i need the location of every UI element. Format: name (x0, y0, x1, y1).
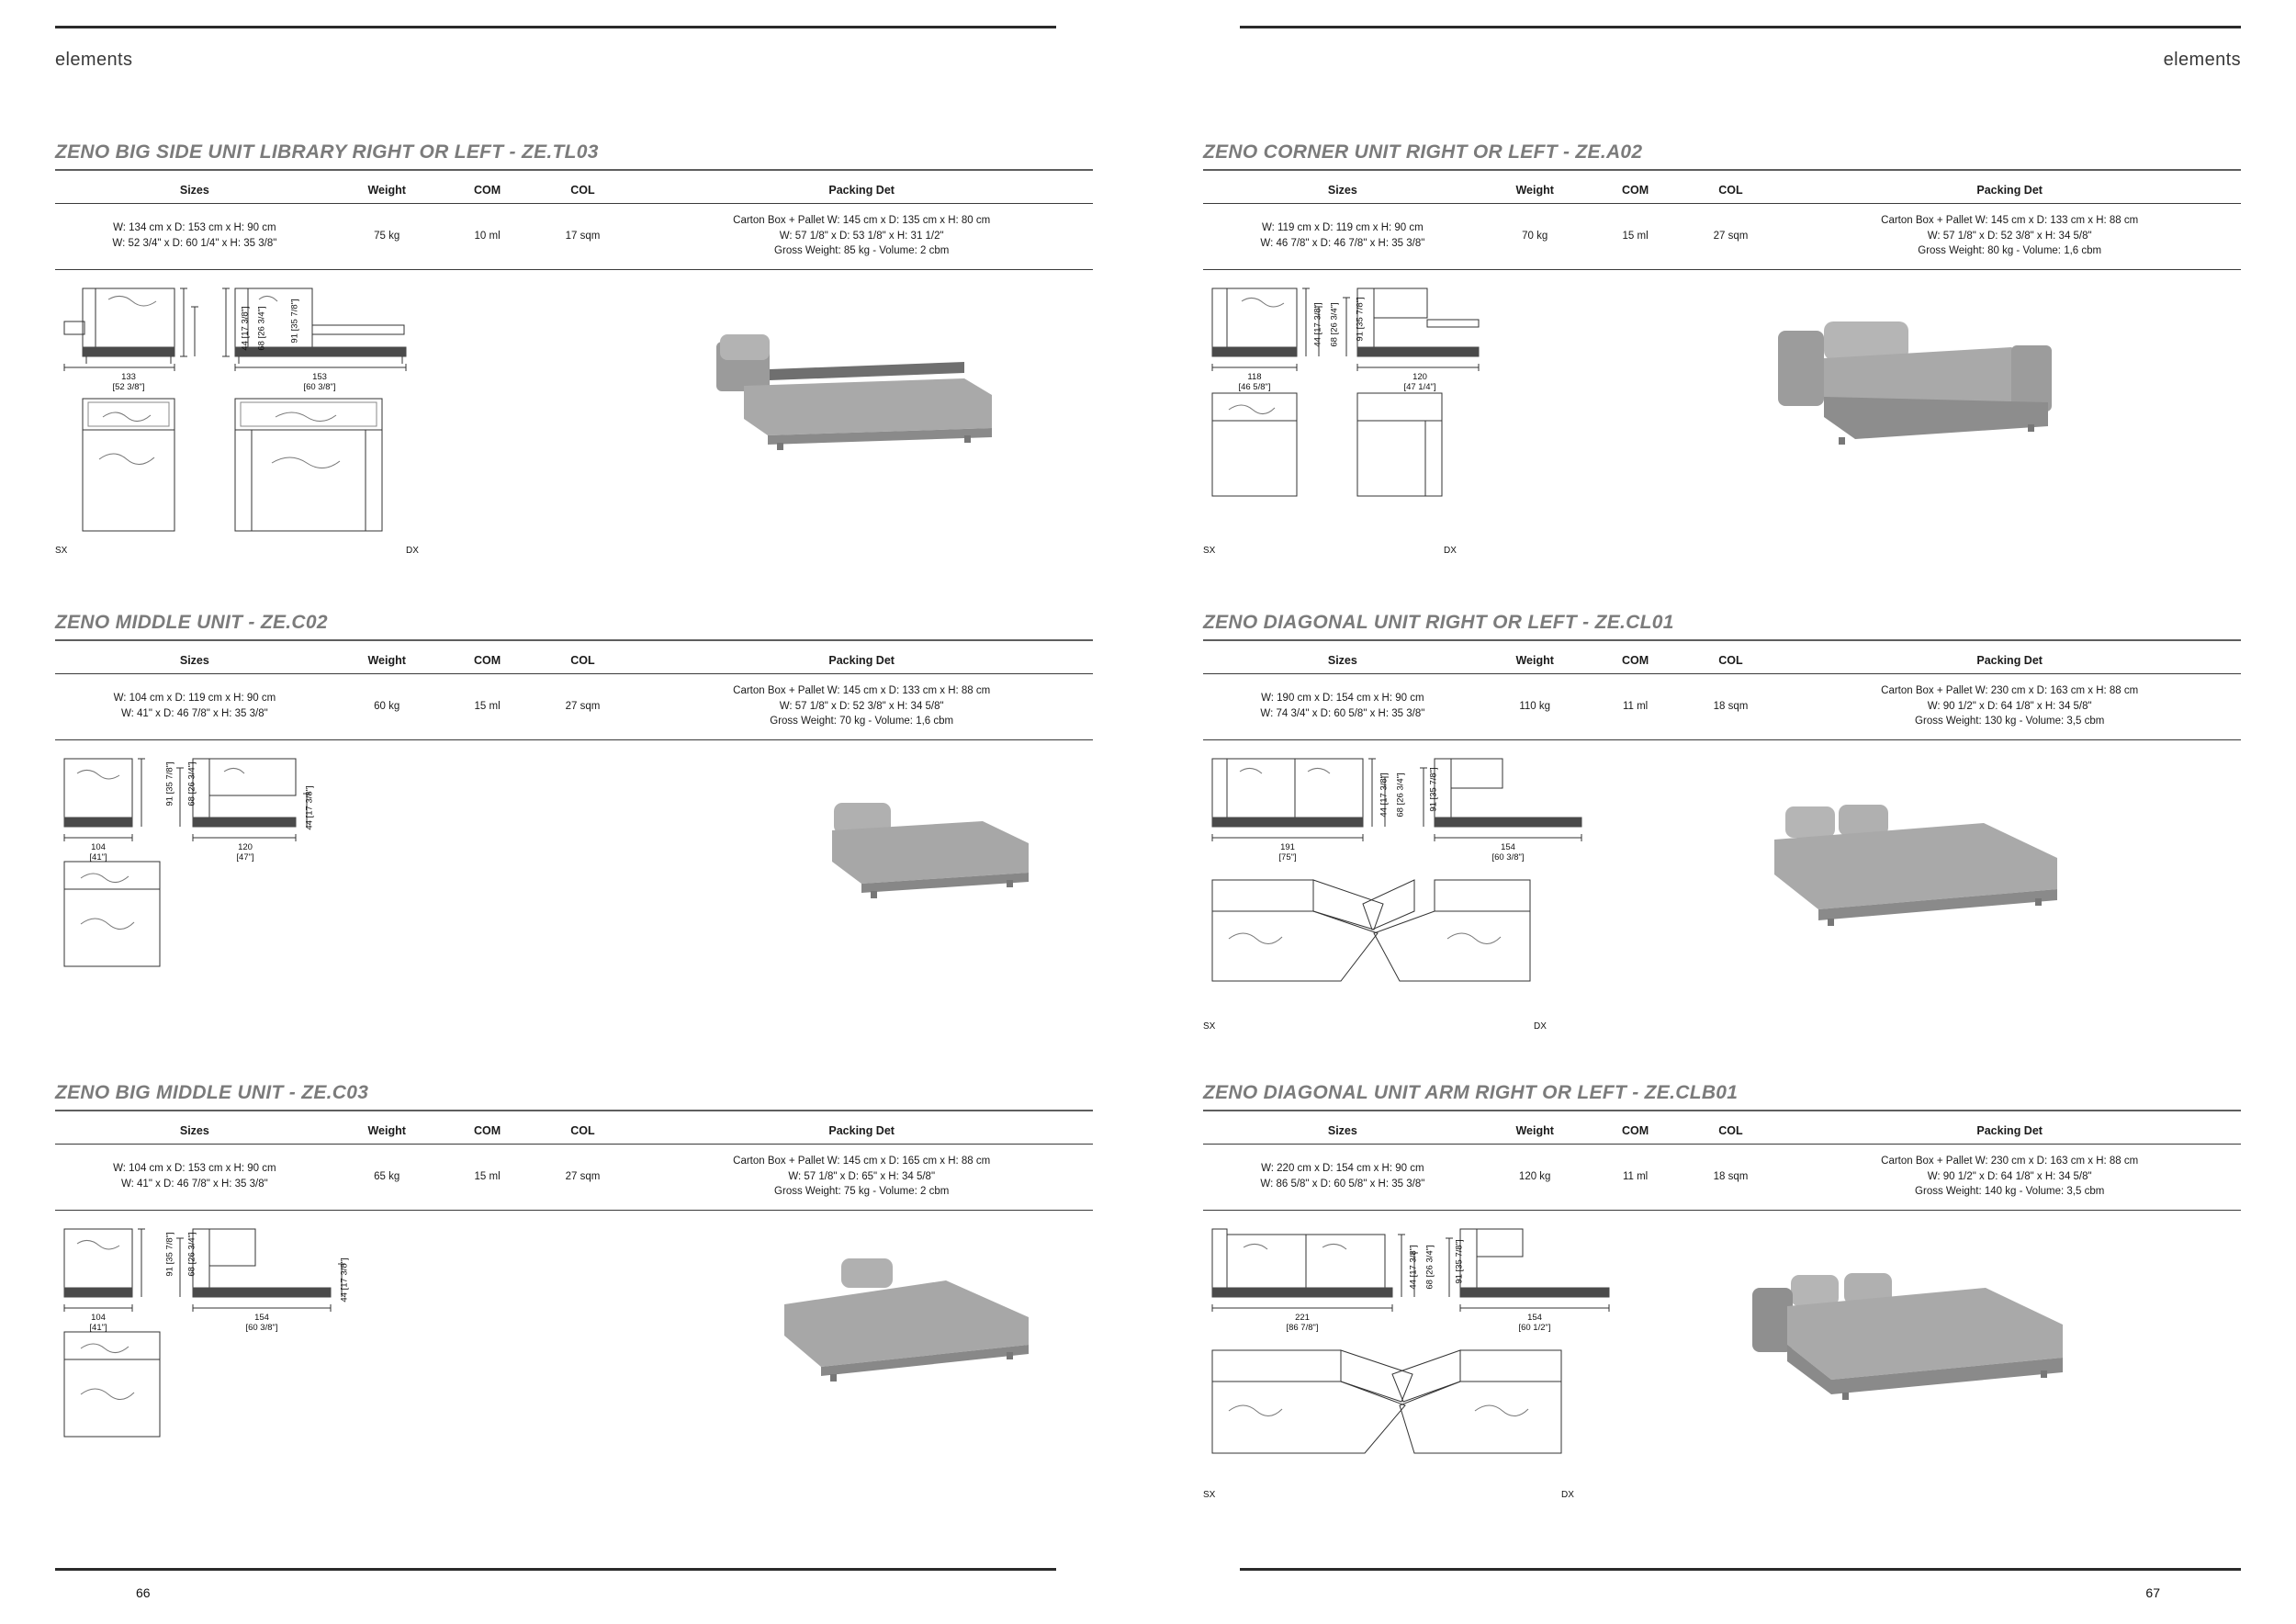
dim-value-metric: 44 (1379, 807, 1390, 818)
cell-col: 18 sqm (1683, 1145, 1779, 1211)
spec-table (1203, 648, 2241, 740)
dim-value-metric: 104 (91, 1313, 106, 1324)
footer-rule (1240, 1568, 2241, 1571)
packing-line-1: Carton Box + Pallet W: 145 cm x D: 133 cm x H: 88 cm (1881, 215, 2139, 226)
packing-line-1: Carton Box + Pallet W: 230 cm x D: 163 cm x H: 88 cm (1881, 685, 2139, 697)
packing-line-3: Gross Weight: 75 kg - Volume: 2 cbm (774, 1186, 950, 1198)
label-dx: DX (1534, 1021, 1547, 1032)
dim-value-imperial: [26 3/4"] (186, 1232, 197, 1265)
sizes-imperial: W: 41" x D: 46 7/8" x H: 35 3/8" (121, 1179, 268, 1190)
packing-line-2: W: 90 1/2" x D: 64 1/8" x H: 34 5/8" (1927, 1170, 2092, 1182)
table-header-row (55, 178, 1093, 204)
section-ze-cl01 (1203, 612, 2241, 1062)
dim-value-imperial: [41"] (89, 1322, 107, 1333)
dim-front-width (1212, 843, 1363, 863)
dim-arm-height (188, 756, 198, 811)
table-header-row (1203, 648, 2241, 674)
table-row (55, 204, 1093, 270)
sizes-metric: W: 104 cm x D: 119 cm x H: 90 cm (113, 693, 276, 705)
brand-logo: elements (2163, 50, 2241, 70)
sizes-imperial: W: 86 5/8" x D: 60 5/8" x H: 35 3/8" (1260, 1179, 1425, 1190)
section-ze-clb01 (1203, 1082, 2241, 1514)
header-sizes: Sizes (55, 178, 334, 204)
drawing-area-ze-clb01 (1203, 1211, 2241, 1514)
cell-packing (630, 674, 1093, 740)
dim-side-depth (191, 843, 299, 863)
dim-value-metric: 221 (1295, 1313, 1310, 1324)
dim-seat-height (1380, 767, 1390, 822)
brand-logo: elements (55, 50, 133, 70)
cell-packing (630, 1145, 1093, 1211)
dim-value-imperial: [47"] (236, 851, 254, 863)
cell-weight: 60 kg (334, 674, 440, 740)
sizes-metric: W: 190 cm x D: 154 cm x H: 90 cm (1261, 693, 1424, 705)
cell-sizes (55, 204, 334, 270)
dim-value-imperial: [26 3/4"] (1329, 302, 1340, 335)
dim-value-metric: 91 (1355, 332, 1366, 342)
header-col: COL (535, 1119, 631, 1145)
header-com: COM (1588, 648, 1683, 674)
cell-com: 15 ml (1588, 204, 1683, 270)
dim-value-metric: 68 (1424, 1280, 1435, 1290)
dim-back-height (1430, 761, 1440, 817)
header-com: COM (440, 1119, 535, 1145)
cell-col: 17 sqm (535, 204, 631, 270)
section-ze-c03 (55, 1082, 1093, 1505)
dim-back-height (291, 293, 301, 348)
spec-table (55, 1119, 1093, 1211)
dim-front-width (62, 1314, 134, 1334)
label-sx: SX (1203, 1021, 1216, 1032)
dim-value-imperial: [17 3/8"] (1312, 302, 1323, 335)
cell-com: 11 ml (1588, 674, 1683, 740)
dim-value-imperial: [60 3/8"] (245, 1322, 278, 1333)
dim-arm-height (258, 300, 268, 355)
section-title: ZENO BIG MIDDLE UNIT - ZE.C03 (55, 1082, 1093, 1111)
packing-line-3: Gross Weight: 70 kg - Volume: 1,6 cbm (770, 716, 954, 727)
technical-drawing-ze-tl03 (55, 279, 487, 582)
packing-line-2: W: 90 1/2" x D: 64 1/8" x H: 34 5/8" (1927, 700, 2092, 712)
dim-value-imperial: [26 3/4"] (1424, 1245, 1435, 1278)
dim-value-metric: 44 (1312, 337, 1323, 347)
label-sx: SX (55, 546, 68, 557)
dim-front-width (1210, 373, 1299, 393)
cell-packing (1778, 1145, 2241, 1211)
spec-table (55, 178, 1093, 270)
dim-value-imperial: [17 3/8"] (304, 785, 315, 818)
dim-side-depth (272, 373, 367, 393)
sizes-imperial: W: 41" x D: 46 7/8" x H: 35 3/8" (121, 708, 268, 720)
cell-weight: 120 kg (1482, 1145, 1588, 1211)
table-row (1203, 674, 2241, 740)
cell-col: 27 sqm (535, 1145, 631, 1211)
cell-col: 27 sqm (535, 674, 631, 740)
dim-side-depth (1435, 843, 1581, 863)
section-title: ZENO MIDDLE UNIT - ZE.C02 (55, 612, 1093, 641)
sizes-metric: W: 119 cm x D: 119 cm x H: 90 cm (1261, 222, 1424, 234)
dim-value-imperial: [17 3/8"] (1408, 1245, 1419, 1278)
packing-line-1: Carton Box + Pallet W: 145 cm x D: 133 cm x H: 88 cm (733, 685, 991, 697)
dim-value-metric: 120 (1412, 372, 1427, 383)
table-row (1203, 1145, 2241, 1211)
header-weight: Weight (1482, 648, 1588, 674)
packing-line-2: W: 57 1/8" x D: 52 3/8" x H: 34 5/8" (1927, 230, 2092, 242)
header-col: COL (535, 178, 631, 204)
dim-arm-height (188, 1227, 198, 1282)
technical-drawing-ze-c03 (55, 1220, 487, 1495)
dim-value-imperial: [26 3/4"] (1395, 773, 1406, 806)
product-photo-ze-cl01 (1754, 786, 2122, 961)
dim-value-metric: 91 (164, 1267, 175, 1277)
dim-value-metric: 133 (121, 372, 136, 383)
dim-value-metric: 153 (312, 372, 327, 383)
header-weight: Weight (334, 648, 440, 674)
packing-line-3: Gross Weight: 85 kg - Volume: 2 cbm (774, 245, 950, 257)
section-ze-c02 (55, 612, 1093, 1062)
dim-back-height (166, 756, 176, 811)
dim-value-imperial: [86 7/8"] (1286, 1322, 1319, 1333)
dim-seat-height (341, 1253, 351, 1308)
dim-seat-height (1314, 297, 1324, 352)
dim-side-depth (1361, 373, 1479, 393)
cell-packing (630, 204, 1093, 270)
dim-value-imperial: [26 3/4"] (256, 306, 267, 339)
page-header-left (55, 0, 1093, 83)
dim-arm-height (1426, 1240, 1436, 1295)
section-ze-a02 (1203, 141, 2241, 592)
table-row (55, 1145, 1093, 1211)
technical-drawing-ze-cl01 (1203, 750, 1681, 1053)
dim-value-metric: 68 (256, 341, 267, 351)
dim-value-imperial: [52 3/8"] (112, 381, 145, 392)
header-col: COL (1683, 1119, 1779, 1145)
dim-value-imperial: [35 7/8"] (1428, 767, 1439, 800)
header-col: COL (1683, 648, 1779, 674)
dim-value-imperial: [75"] (1278, 851, 1297, 863)
dim-value-metric: 44 (304, 820, 315, 830)
cell-weight: 75 kg (334, 204, 440, 270)
dim-value-metric: 68 (186, 796, 197, 806)
cell-sizes (1203, 1145, 1482, 1211)
header-weight: Weight (334, 1119, 440, 1145)
dim-value-imperial: [46 5/8"] (1238, 381, 1271, 392)
cell-sizes (55, 674, 334, 740)
dim-value-imperial: [60 3/8"] (303, 381, 336, 392)
cell-weight: 65 kg (334, 1145, 440, 1211)
section-ze-tl03 (55, 141, 1093, 592)
section-title: ZENO DIAGONAL UNIT ARM RIGHT OR LEFT - ZE.CLB01 (1203, 1082, 2241, 1111)
dim-back-height (1356, 291, 1367, 346)
product-photo-ze-tl03 (689, 298, 1038, 481)
cell-com: 15 ml (440, 674, 535, 740)
table-row (55, 674, 1093, 740)
spec-table (55, 648, 1093, 740)
dim-arm-height (1397, 767, 1407, 822)
header-com: COM (440, 178, 535, 204)
dim-value-imperial: [26 3/4"] (186, 761, 197, 795)
header-col: COL (535, 648, 631, 674)
dim-value-imperial: [60 1/2"] (1518, 1322, 1551, 1333)
dim-value-metric: 68 (1329, 337, 1340, 347)
cell-sizes (1203, 204, 1482, 270)
dim-value-metric: 104 (91, 842, 106, 853)
header-weight: Weight (334, 178, 440, 204)
sizes-imperial: W: 74 3/4" x D: 60 5/8" x H: 35 3/8" (1260, 708, 1425, 720)
spec-table (1203, 1119, 2241, 1211)
packing-line-3: Gross Weight: 80 kg - Volume: 1,6 cbm (1918, 245, 2102, 257)
dim-front-width (1212, 1314, 1392, 1334)
dim-value-metric: 120 (238, 842, 253, 853)
table-header-row (55, 1119, 1093, 1145)
label-sx: SX (1203, 1490, 1216, 1501)
label-dx: DX (1561, 1490, 1574, 1501)
header-com: COM (1588, 1119, 1683, 1145)
cell-packing (1778, 204, 2241, 270)
table-header-row (55, 648, 1093, 674)
page-header-right (1203, 0, 2241, 83)
header-packing: Packing Det (1778, 1119, 2241, 1145)
drawing-area-ze-a02 (1203, 270, 2241, 592)
product-photo-ze-clb01 (1736, 1247, 2122, 1431)
footer-rule (55, 1568, 1056, 1571)
dim-seat-height (306, 780, 316, 835)
label-sx: SX (1203, 546, 1216, 557)
dim-arm-height (1331, 297, 1341, 352)
product-photo-ze-c02 (817, 777, 1093, 924)
header-packing: Packing Det (630, 648, 1093, 674)
packing-line-2: W: 57 1/8" x D: 65" x H: 34 5/8" (788, 1170, 936, 1182)
dim-back-height (166, 1227, 176, 1282)
cell-sizes (1203, 674, 1482, 740)
page-number: 67 (2145, 1585, 2160, 1600)
header-com: COM (440, 648, 535, 674)
product-photo-ze-a02 (1736, 288, 2103, 491)
dim-value-metric: 91 (1428, 802, 1439, 812)
drawing-area-ze-cl01 (1203, 740, 2241, 1062)
cell-com: 10 ml (440, 204, 535, 270)
dim-value-metric: 91 (164, 796, 175, 806)
drawing-area-ze-c03 (55, 1211, 1093, 1505)
section-title: ZENO BIG SIDE UNIT LIBRARY RIGHT OR LEFT - ZE.TL03 (55, 141, 1093, 171)
dim-value-imperial: [35 7/8"] (1454, 1239, 1465, 1272)
sizes-metric: W: 134 cm x D: 153 cm x H: 90 cm (113, 222, 276, 234)
dim-value-metric: 191 (1280, 842, 1295, 853)
packing-line-2: W: 57 1/8" x D: 53 1/8" x H: 31 1/2" (779, 230, 944, 242)
dim-value-imperial: [35 7/8"] (164, 761, 175, 795)
label-dx: DX (406, 546, 419, 557)
section-title: ZENO DIAGONAL UNIT RIGHT OR LEFT - ZE.CL01 (1203, 612, 2241, 641)
cell-weight: 70 kg (1482, 204, 1588, 270)
packing-line-3: Gross Weight: 130 kg - Volume: 3,5 cbm (1915, 716, 2105, 727)
drawing-area-ze-tl03 (55, 270, 1093, 592)
sizes-imperial: W: 52 3/4" x D: 60 1/4" x H: 35 3/8" (112, 238, 277, 249)
header-sizes: Sizes (55, 648, 334, 674)
dim-value-metric: 44 (339, 1292, 350, 1303)
dim-value-imperial: [41"] (89, 851, 107, 863)
dim-value-metric: 118 (1247, 372, 1262, 383)
sizes-imperial: W: 46 7/8" x D: 46 7/8" x H: 35 3/8" (1260, 238, 1425, 249)
cell-com: 15 ml (440, 1145, 535, 1211)
dim-side-depth (202, 1314, 321, 1334)
packing-line-1: Carton Box + Pallet W: 230 cm x D: 163 cm x H: 88 cm (1881, 1156, 2139, 1167)
cell-packing (1778, 674, 2241, 740)
page-right (1148, 0, 2296, 1624)
header-col: COL (1683, 178, 1779, 204)
dim-value-metric: 44 (240, 341, 251, 351)
sizes-metric: W: 220 cm x D: 154 cm x H: 90 cm (1261, 1163, 1424, 1175)
cell-col: 18 sqm (1683, 674, 1779, 740)
dim-value-metric: 68 (186, 1267, 197, 1277)
page-number: 66 (136, 1585, 151, 1600)
dim-value-metric: 44 (1408, 1280, 1419, 1290)
packing-line-3: Gross Weight: 140 kg - Volume: 3,5 cbm (1915, 1186, 2105, 1198)
dim-value-metric: 91 (289, 333, 300, 344)
header-com: COM (1588, 178, 1683, 204)
dim-value-metric: 91 (1454, 1274, 1465, 1284)
dim-value-metric: 154 (1501, 842, 1515, 853)
header-rule (55, 26, 1056, 28)
table-header-row (1203, 1119, 2241, 1145)
dim-front-width (62, 843, 134, 863)
header-packing: Packing Det (630, 1119, 1093, 1145)
dim-seat-height (242, 300, 252, 355)
drawing-area-ze-c02 (55, 740, 1093, 1062)
cell-weight: 110 kg (1482, 674, 1588, 740)
dim-value-imperial: [17 3/8"] (339, 1257, 350, 1291)
dim-value-imperial: [17 3/8"] (240, 306, 251, 339)
technical-drawing-ze-a02 (1203, 279, 1570, 582)
spec-table (1203, 178, 2241, 270)
packing-line-1: Carton Box + Pallet W: 145 cm x D: 135 cm x H: 80 cm (733, 215, 991, 226)
label-dx: DX (1444, 546, 1457, 557)
dim-value-imperial: [17 3/8"] (1379, 773, 1390, 806)
dim-side-depth (1460, 1314, 1609, 1334)
dim-value-metric: 154 (1527, 1313, 1542, 1324)
cell-com: 11 ml (1588, 1145, 1683, 1211)
cell-sizes (55, 1145, 334, 1211)
dim-back-height (1456, 1235, 1466, 1290)
table-row (1203, 204, 2241, 270)
header-packing: Packing Det (630, 178, 1093, 204)
dim-value-imperial: [35 7/8"] (1355, 297, 1366, 330)
cell-col: 27 sqm (1683, 204, 1779, 270)
dim-value-imperial: [47 1/4"] (1403, 381, 1436, 392)
header-weight: Weight (1482, 1119, 1588, 1145)
packing-line-2: W: 57 1/8" x D: 52 3/8" x H: 34 5/8" (779, 700, 944, 712)
dim-value-metric: 154 (254, 1313, 269, 1324)
section-title: ZENO CORNER UNIT RIGHT OR LEFT - ZE.A02 (1203, 141, 2241, 171)
dim-value-imperial: [35 7/8"] (164, 1232, 175, 1265)
header-sizes: Sizes (1203, 648, 1482, 674)
sizes-metric: W: 104 cm x D: 153 cm x H: 90 cm (113, 1163, 276, 1175)
dim-value-imperial: [60 3/8"] (1491, 851, 1525, 863)
header-packing: Packing Det (1778, 178, 2241, 204)
header-rule (1240, 26, 2241, 28)
technical-drawing-ze-c02 (55, 750, 487, 1053)
dim-value-metric: 68 (1395, 807, 1406, 818)
header-packing: Packing Det (1778, 648, 2241, 674)
header-sizes: Sizes (1203, 1119, 1482, 1145)
dim-front-width (81, 373, 176, 393)
header-sizes: Sizes (1203, 178, 1482, 204)
packing-line-1: Carton Box + Pallet W: 145 cm x D: 165 cm x H: 88 cm (733, 1156, 991, 1167)
header-sizes: Sizes (55, 1119, 334, 1145)
product-photo-ze-c03 (762, 1238, 1075, 1394)
table-header-row (1203, 178, 2241, 204)
dim-seat-height (1410, 1240, 1420, 1295)
dim-value-imperial: [35 7/8"] (289, 299, 300, 332)
header-weight: Weight (1482, 178, 1588, 204)
